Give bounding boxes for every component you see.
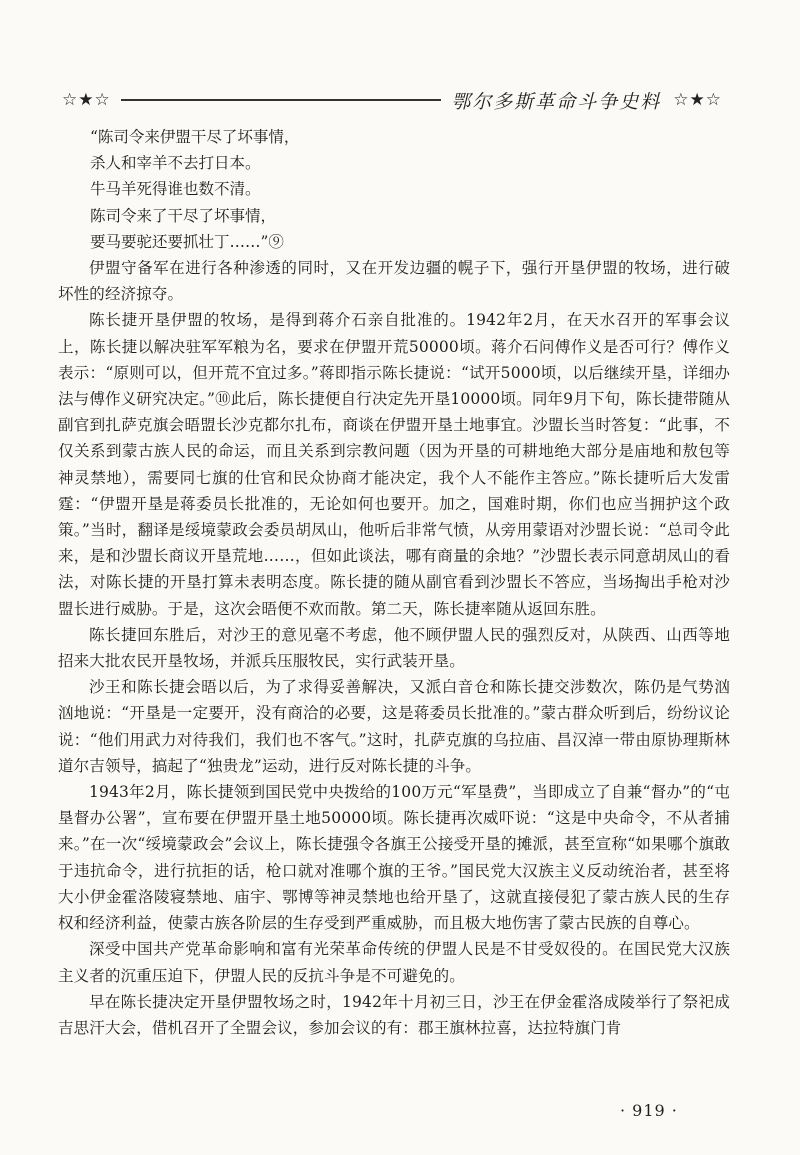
poem-line: 杀人和宰羊不去打日本。	[90, 154, 261, 173]
body-paragraph: 早在陈长捷决定开垦伊盟牧场之时，1942年十月初三日，沙王在伊金霍洛成陵举行了祭祀成吉思汗大会，借机召开了全盟会议，参加会议的有：郡王旗林拉喜，达拉特旗门肯	[58, 992, 730, 1037]
body-paragraph: 陈长捷回东胜后，对沙王的意见毫不考虑，他不顾伊盟人民的强烈反对，从陕西、山西等地招来大批农民开垦牧场，并派兵压服牧民，实行武装开垦。	[58, 625, 730, 671]
running-header	[62, 86, 722, 114]
body-paragraph: 深受中国共产党革命影响和富有光荣革命传统的伊盟人民是不甘受奴役的。在国民党大汉族主义者的沉重压迫下，伊盟人民的反抗斗争是不可避免的。	[58, 940, 730, 985]
poem-block	[58, 124, 730, 255]
star-ornament-right: ☆★☆	[673, 90, 722, 110]
body-paragraph: 伊盟守备军在进行各种渗透的同时，又在开发边疆的幌子下，强行开垦伊盟的牧场，进行破坏性的经济掠夺。	[58, 259, 730, 304]
body-paragraph: 沙王和陈长捷会晤以后，为了求得妥善解决，又派白音仓和陈长捷交涉数次，陈仍是气势汹汹地说：“开垦是一定要开，没有商洽的必要，这是蒋委员长批准的。”蒙古群众听到后，纷纷议论说：“他们用武力对待我们，我们也不客气。”这时，扎萨克旗的乌拉庙、昌汉淖一带由原协理斯林道尔吉领导，搞起了“独贵龙”运动，进行反对陈长捷的斗争。	[58, 678, 730, 775]
header-rule	[121, 99, 442, 101]
poem-line: 陈司令来了干尽了坏事情，	[90, 206, 277, 225]
poem-line: “陈司令来伊盟干尽了坏事情，	[90, 128, 300, 146]
page-number: · 919 ·	[620, 1101, 678, 1120]
poem-line: 牛马羊死得谁也数不清。	[90, 180, 261, 199]
body-paragraph: 陈长捷开垦伊盟的牧场，是得到蒋介石亲自批准的。1942年2月，在天水召开的军事会议上，陈长捷以解决驻军军粮为名，要求在伊盟开荒50000顷。蒋介石问傅作义是否可行？傅作义表示：“原则可以，但开荒不宜过多。”蒋即指示陈长捷说：“试开5000顷，以后继续开垦，详细办法与傅作义研究决定。”⑩此后，陈长捷便自行决定先开垦10000顷。同年9月下旬，陈长捷带随从副官到扎萨克旗会晤盟长沙克都尔扎布，商谈在伊盟开垦土地事宜。沙盟长当时答复：“此事，不仅关系到蒙古族人民的命运，而且关系到宗教问题（因为开垦的可耕地绝大部分是庙地和敖包等神灵禁地），需要同七旗的仕官和民众协商才能决定，我个人不能作主答应。”陈长捷听后大发雷霆：“伊盟开垦是蒋委员长批准的，无论如何也要开。加之，国难时期，你们也应当拥护这个政策。”当时，翻译是绥境蒙政会委员胡凤山，他听后非常气愤，从旁用蒙语对沙盟长说：“总司令此来，是和沙盟长商议开垦荒地……，但如此谈法，哪有商量的余地？”沙盟长表示同意胡凤山的看法，对陈长捷的开垦打算未表明态度。陈长捷的随从副官看到沙盟长不答应，当场掏出手枪对沙盟长进行威胁。于是，这次会晤便不欢而散。第二天，陈长捷率随从返回东胜。	[58, 311, 730, 618]
star-ornament-left: ☆★☆	[62, 90, 111, 110]
body-paragraph: 1943年2月，陈长捷领到国民党中央拨给的100万元“军垦费”，当即成立了自兼“督办”的“屯垦督办公署”，宣布要在伊盟开垦土地50000顷。陈长捷再次威吓说：“这是中央命令，不从者捕来。”在一次“绥境蒙政会”会议上，陈长捷强令各旗王公接受开垦的摊派，甚至宣称“如果哪个旗敢于违抗命令，进行抗拒的话，枪口就对准哪个旗的王爷。”国民党大汉族主义反动统治者，甚至将大小伊金霍洛陵寝禁地、庙宇、鄂博等神灵禁地也给开垦了，这就直接侵犯了蒙古族人民的生存权和经济利益，使蒙古族各阶层的生存受到严重威胁，而且极大地伤害了蒙古民族的自尊心。	[58, 783, 730, 933]
page-body	[58, 124, 730, 1041]
poem-line: 要马要驼还要抓壮丁……”⑨	[90, 232, 284, 251]
header-title: 鄂尔多斯革命斗争史料	[451, 90, 662, 113]
